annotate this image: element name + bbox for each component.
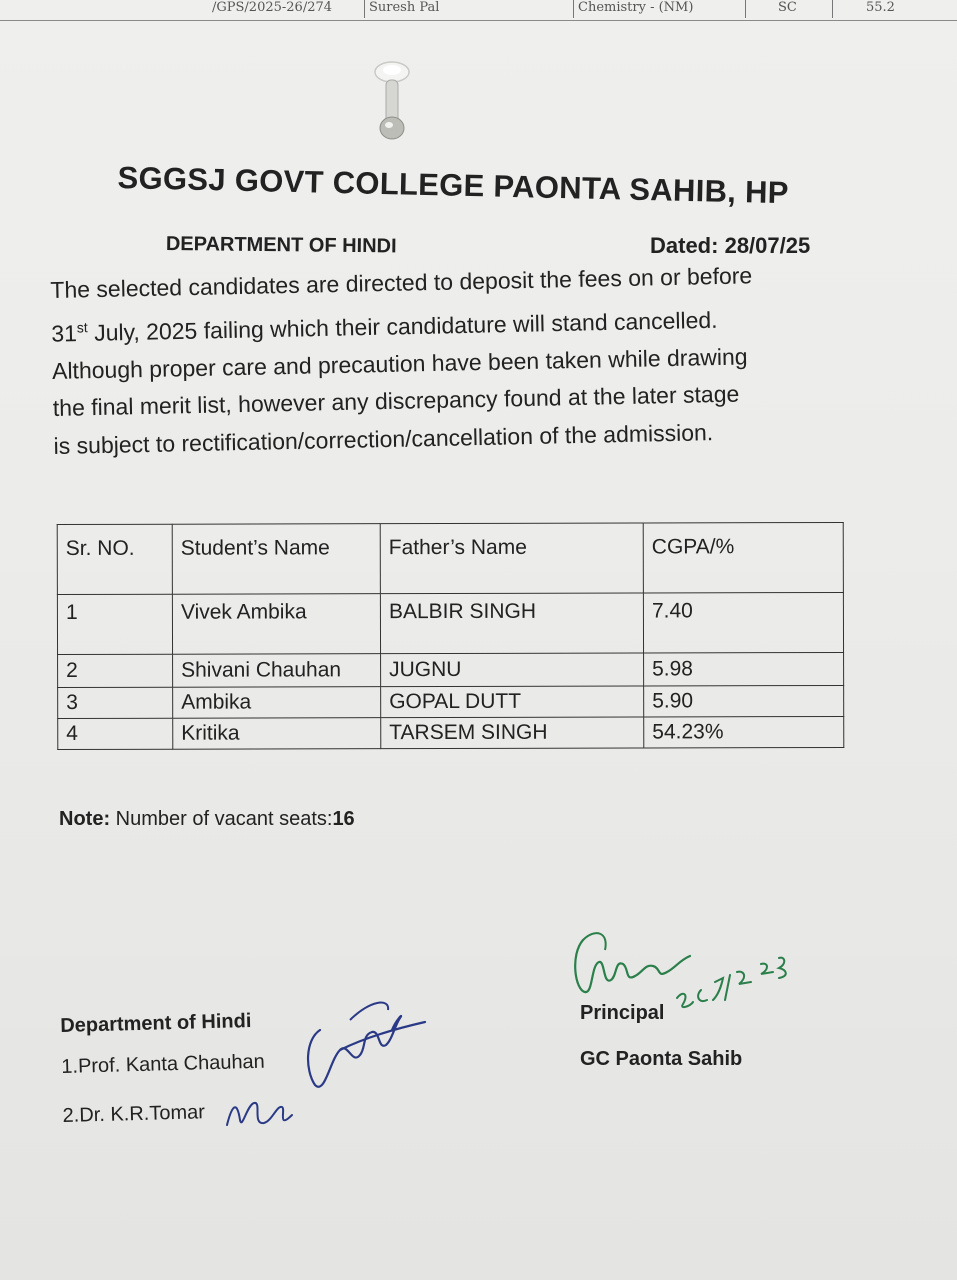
signature-kanta-chauhan [300, 990, 440, 1100]
cell-score: 54.23% [644, 716, 844, 748]
cell-score: 5.90 [644, 685, 844, 717]
cell-student: Vivek Ambika [172, 594, 380, 655]
notice-line: the final merit list, however any discrepancy found at the later stage [52, 380, 740, 422]
strip-ref: /GPS/2025-26/274 [212, 0, 333, 15]
cell-student: Kritika [173, 718, 381, 750]
note-count: 16 [332, 808, 355, 830]
table-row [57, 592, 843, 654]
principal-organization: GC Paonta Sahib [580, 1048, 743, 1070]
merit-list-table [57, 522, 845, 750]
strip-marks: 55.2 [866, 0, 895, 15]
signatory-heading: Department of Hindi [60, 1009, 252, 1037]
cell-father: BALBIR SINGH [380, 593, 643, 654]
cell-sr: 1 [57, 594, 172, 654]
strip-divider [832, 0, 833, 18]
vacant-seats-note [59, 808, 355, 831]
strip-subject: Chemistry - (NM) [578, 0, 694, 15]
notice-line: The selected candidates are directed to deposit the fees on or before [50, 262, 753, 303]
cell-student: Shivani Chauhan [173, 654, 381, 688]
table-row [58, 652, 844, 687]
college-title: SGGSJ GOVT COLLEGE PAONTA SAHIB, HP [117, 160, 790, 211]
cell-sr: 3 [58, 687, 173, 718]
cell-father: JUGNU [381, 653, 644, 687]
signatory-member: 2.Dr. K.R.Tomar [62, 1101, 206, 1127]
strip-divider [364, 0, 365, 18]
notice-line: is subject to rectification/correction/cancellation of the admission. [53, 418, 714, 459]
previous-list-strip [0, 0, 957, 21]
signature-kr-tomar [222, 1085, 302, 1145]
table-header-row [57, 522, 843, 594]
strip-divider [745, 0, 746, 18]
cell-father: GOPAL DUTT [381, 686, 644, 718]
cell-score: 7.40 [643, 592, 843, 653]
table-row [58, 685, 844, 718]
signatory-member: 1.Prof. Kanta Chauhan [61, 1050, 266, 1078]
dated-value: 28/07/25 [724, 233, 811, 258]
push-pin-icon [362, 58, 422, 148]
dated-line [650, 233, 810, 259]
note-text: Number of vacant seats: [110, 808, 333, 830]
dated-label: Dated: [650, 233, 719, 258]
notice-line: 31st July, 2025 failing which their candidature will stand cancelled. [51, 306, 718, 347]
table-row [58, 716, 844, 749]
header-student-name: Student’s Name [172, 524, 380, 595]
notice-paragraph [50, 255, 874, 465]
strip-category: SC [778, 0, 797, 15]
cell-sr: 2 [58, 654, 173, 687]
header-sr-no: Sr. NO. [57, 524, 172, 594]
note-label: Note: [59, 808, 111, 830]
principal-title: Principal [580, 1002, 665, 1024]
header-cgpa: CGPA/% [643, 522, 843, 593]
cell-father: TARSEM SINGH [381, 717, 644, 749]
cell-student: Ambika [173, 687, 381, 719]
department-heading: DEPARTMENT OF HINDI [165, 233, 397, 258]
cell-score: 5.98 [644, 652, 844, 686]
strip-name: Suresh Pal [369, 0, 440, 15]
notice-line: Although proper care and precaution have been taken while drawing [51, 343, 748, 384]
strip-divider [573, 0, 574, 18]
cell-sr: 4 [58, 718, 173, 749]
header-father-name: Father’s Name [380, 523, 643, 594]
